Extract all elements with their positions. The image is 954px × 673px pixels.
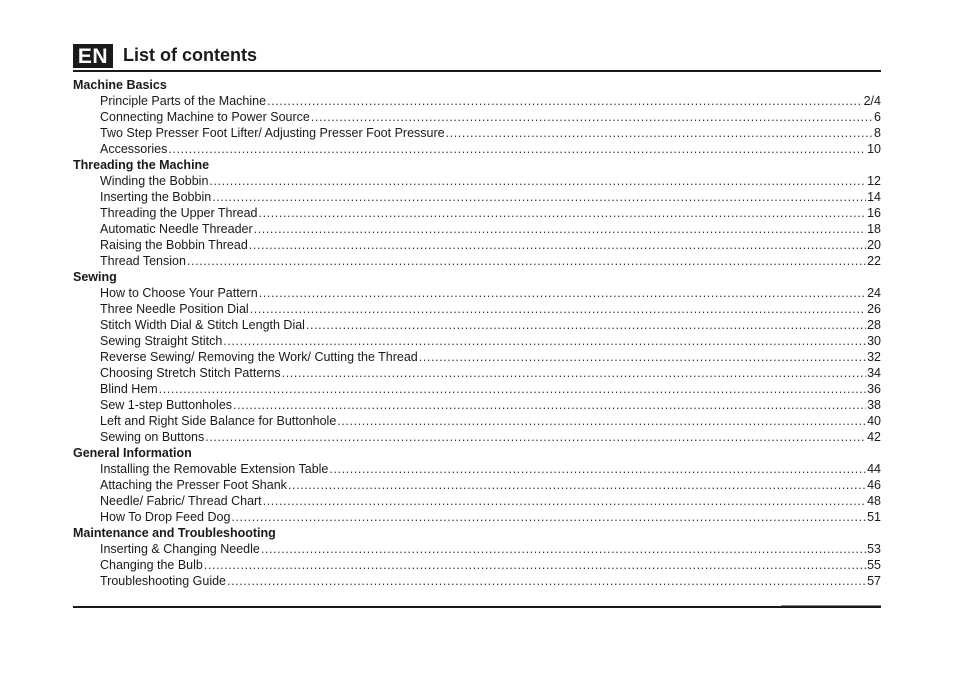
dot-leader: [306, 317, 866, 333]
section-heading: Sewing: [73, 270, 117, 284]
toc-entry-label: Attaching the Presser Foot Shank: [100, 478, 287, 492]
toc-entry-label: Needle/ Fabric/ Thread Chart: [100, 494, 262, 508]
toc-entry-page: 51: [867, 510, 881, 524]
toc-entry-label: Troubleshooting Guide: [100, 574, 227, 588]
toc-entry-label: Blind Hem: [100, 382, 158, 396]
toc-entry[interactable]: [73, 141, 881, 157]
language-badge: EN: [73, 44, 113, 68]
table-of-contents: [73, 77, 881, 589]
dot-leader: [223, 333, 866, 349]
toc-entry-page: 44: [867, 462, 881, 476]
dot-leader: [329, 461, 866, 477]
toc-entry-page: 28: [867, 318, 881, 332]
toc-entry-page: 30: [867, 334, 881, 348]
dot-leader: [212, 189, 866, 205]
toc-entry-label: Sewing Straight Stitch: [100, 334, 223, 348]
toc-entry-label: Choosing Stretch Stitch Patterns: [100, 366, 281, 380]
toc-entry[interactable]: [73, 253, 881, 269]
toc-entry-page: 46: [867, 478, 881, 492]
toc-entry-page: 26: [867, 302, 881, 316]
dot-leader: [419, 349, 866, 365]
toc-entry-page: 24: [867, 286, 881, 300]
toc-entry-page: 32: [867, 350, 881, 364]
dot-leader: [205, 429, 866, 445]
toc-entry-page: 36: [867, 382, 881, 396]
toc-entry-page: 55: [867, 558, 881, 572]
toc-entry[interactable]: [73, 93, 881, 109]
toc-entry[interactable]: [73, 125, 881, 141]
toc-entry[interactable]: [73, 365, 881, 381]
toc-entry[interactable]: [73, 397, 881, 413]
page-title: List of contents: [123, 45, 257, 65]
toc-entry-label: How To Drop Feed Dog: [100, 510, 231, 524]
toc-entry[interactable]: [73, 541, 881, 557]
toc-entry[interactable]: [73, 333, 881, 349]
toc-entry-label: Sewing on Buttons: [100, 430, 205, 444]
dot-leader: [259, 285, 866, 301]
toc-entry-label: Raising the Bobbin Thread: [100, 238, 248, 252]
toc-entry-label: Connecting Machine to Power Source: [100, 110, 310, 124]
toc-entry-label: How to Choose Your Pattern: [100, 286, 258, 300]
footer-rule: [73, 606, 881, 608]
toc-entry[interactable]: [73, 205, 881, 221]
toc-entry[interactable]: [73, 413, 881, 429]
toc-entry-label: Changing the Bulb: [100, 558, 203, 572]
dot-leader: [261, 541, 866, 557]
dot-leader: [231, 509, 866, 525]
toc-entry-label: Reverse Sewing/ Removing the Work/ Cutting the Thread: [100, 350, 418, 364]
toc-entry[interactable]: [73, 109, 881, 125]
toc-entry[interactable]: [73, 573, 881, 589]
toc-entry[interactable]: [73, 221, 881, 237]
toc-entry-label: Installing the Removable Extension Table: [100, 462, 329, 476]
dot-leader: [209, 173, 866, 189]
toc-entry[interactable]: [73, 189, 881, 205]
toc-entry-label: Left and Right Side Balance for Buttonhole: [100, 414, 337, 428]
toc-entry-page: 6: [874, 110, 881, 124]
toc-entry-page: 57: [867, 574, 881, 588]
toc-entry-page: 42: [867, 430, 881, 444]
toc-entry-page: 22: [867, 254, 881, 268]
toc-entry[interactable]: [73, 461, 881, 477]
dot-leader: [337, 413, 866, 429]
toc-entry[interactable]: [73, 317, 881, 333]
toc-entry-page: 2/4: [863, 94, 881, 108]
toc-entry-page: 48: [867, 494, 881, 508]
toc-entry-label: Sew 1-step Buttonholes: [100, 398, 233, 412]
toc-entry-page: 40: [867, 414, 881, 428]
toc-entry-label: Inserting & Changing Needle: [100, 542, 260, 556]
section-heading: Machine Basics: [73, 78, 167, 92]
toc-entry[interactable]: [73, 429, 881, 445]
toc-entry-label: Accessories: [100, 142, 168, 156]
toc-entry-page: 53: [867, 542, 881, 556]
page-header: [73, 44, 881, 72]
toc-entry[interactable]: [73, 349, 881, 365]
toc-entry-label: Inserting the Bobbin: [100, 190, 212, 204]
toc-entry-label: Two Step Presser Foot Lifter/ Adjusting Presser Foot Pressure: [100, 126, 445, 140]
dot-leader: [249, 237, 866, 253]
toc-entry-page: 8: [874, 126, 881, 140]
dot-leader: [227, 573, 866, 589]
toc-entry[interactable]: [73, 173, 881, 189]
toc-entry-page: 10: [867, 142, 881, 156]
section-heading: Threading the Machine: [73, 158, 210, 172]
toc-entry-page: 20: [867, 238, 881, 252]
toc-entry-page: 14: [867, 190, 881, 204]
dot-leader: [187, 253, 866, 269]
dot-leader: [168, 141, 866, 157]
toc-entry-page: 18: [867, 222, 881, 236]
toc-entry-label: Stitch Width Dial & Stitch Length Dial: [100, 318, 305, 332]
dot-leader: [446, 125, 873, 141]
toc-entry[interactable]: [73, 237, 881, 253]
section-heading: General Information: [73, 446, 192, 460]
toc-entry-label: Threading the Upper Thread: [100, 206, 258, 220]
toc-entry[interactable]: [73, 493, 881, 509]
dot-leader: [288, 477, 866, 493]
toc-entry[interactable]: [73, 301, 881, 317]
toc-entry-page: 38: [867, 398, 881, 412]
dot-leader: [159, 381, 866, 397]
dot-leader: [311, 109, 873, 125]
toc-entry[interactable]: [73, 509, 881, 525]
dot-leader: [259, 205, 867, 221]
toc-entry-label: Automatic Needle Threader: [100, 222, 253, 236]
toc-entry[interactable]: [73, 381, 881, 397]
toc-entry-label: Winding the Bobbin: [100, 174, 209, 188]
toc-entry-page: 12: [867, 174, 881, 188]
dot-leader: [254, 221, 866, 237]
toc-entry-label: Principle Parts of the Machine: [100, 94, 267, 108]
toc-entry-page: 34: [867, 366, 881, 380]
toc-entry[interactable]: [73, 285, 881, 301]
toc-entry-label: Thread Tension: [100, 254, 186, 268]
toc-entry[interactable]: [73, 477, 881, 493]
dot-leader: [233, 397, 866, 413]
toc-entry-label: Three Needle Position Dial: [100, 302, 249, 316]
dot-leader: [267, 93, 863, 109]
toc-entry[interactable]: [73, 557, 881, 573]
dot-leader: [250, 301, 866, 317]
dot-leader: [204, 557, 866, 573]
section-heading: Maintenance and Troubleshooting: [73, 526, 276, 540]
dot-leader: [263, 493, 866, 509]
dot-leader: [282, 365, 866, 381]
toc-entry-page: 16: [867, 206, 881, 220]
